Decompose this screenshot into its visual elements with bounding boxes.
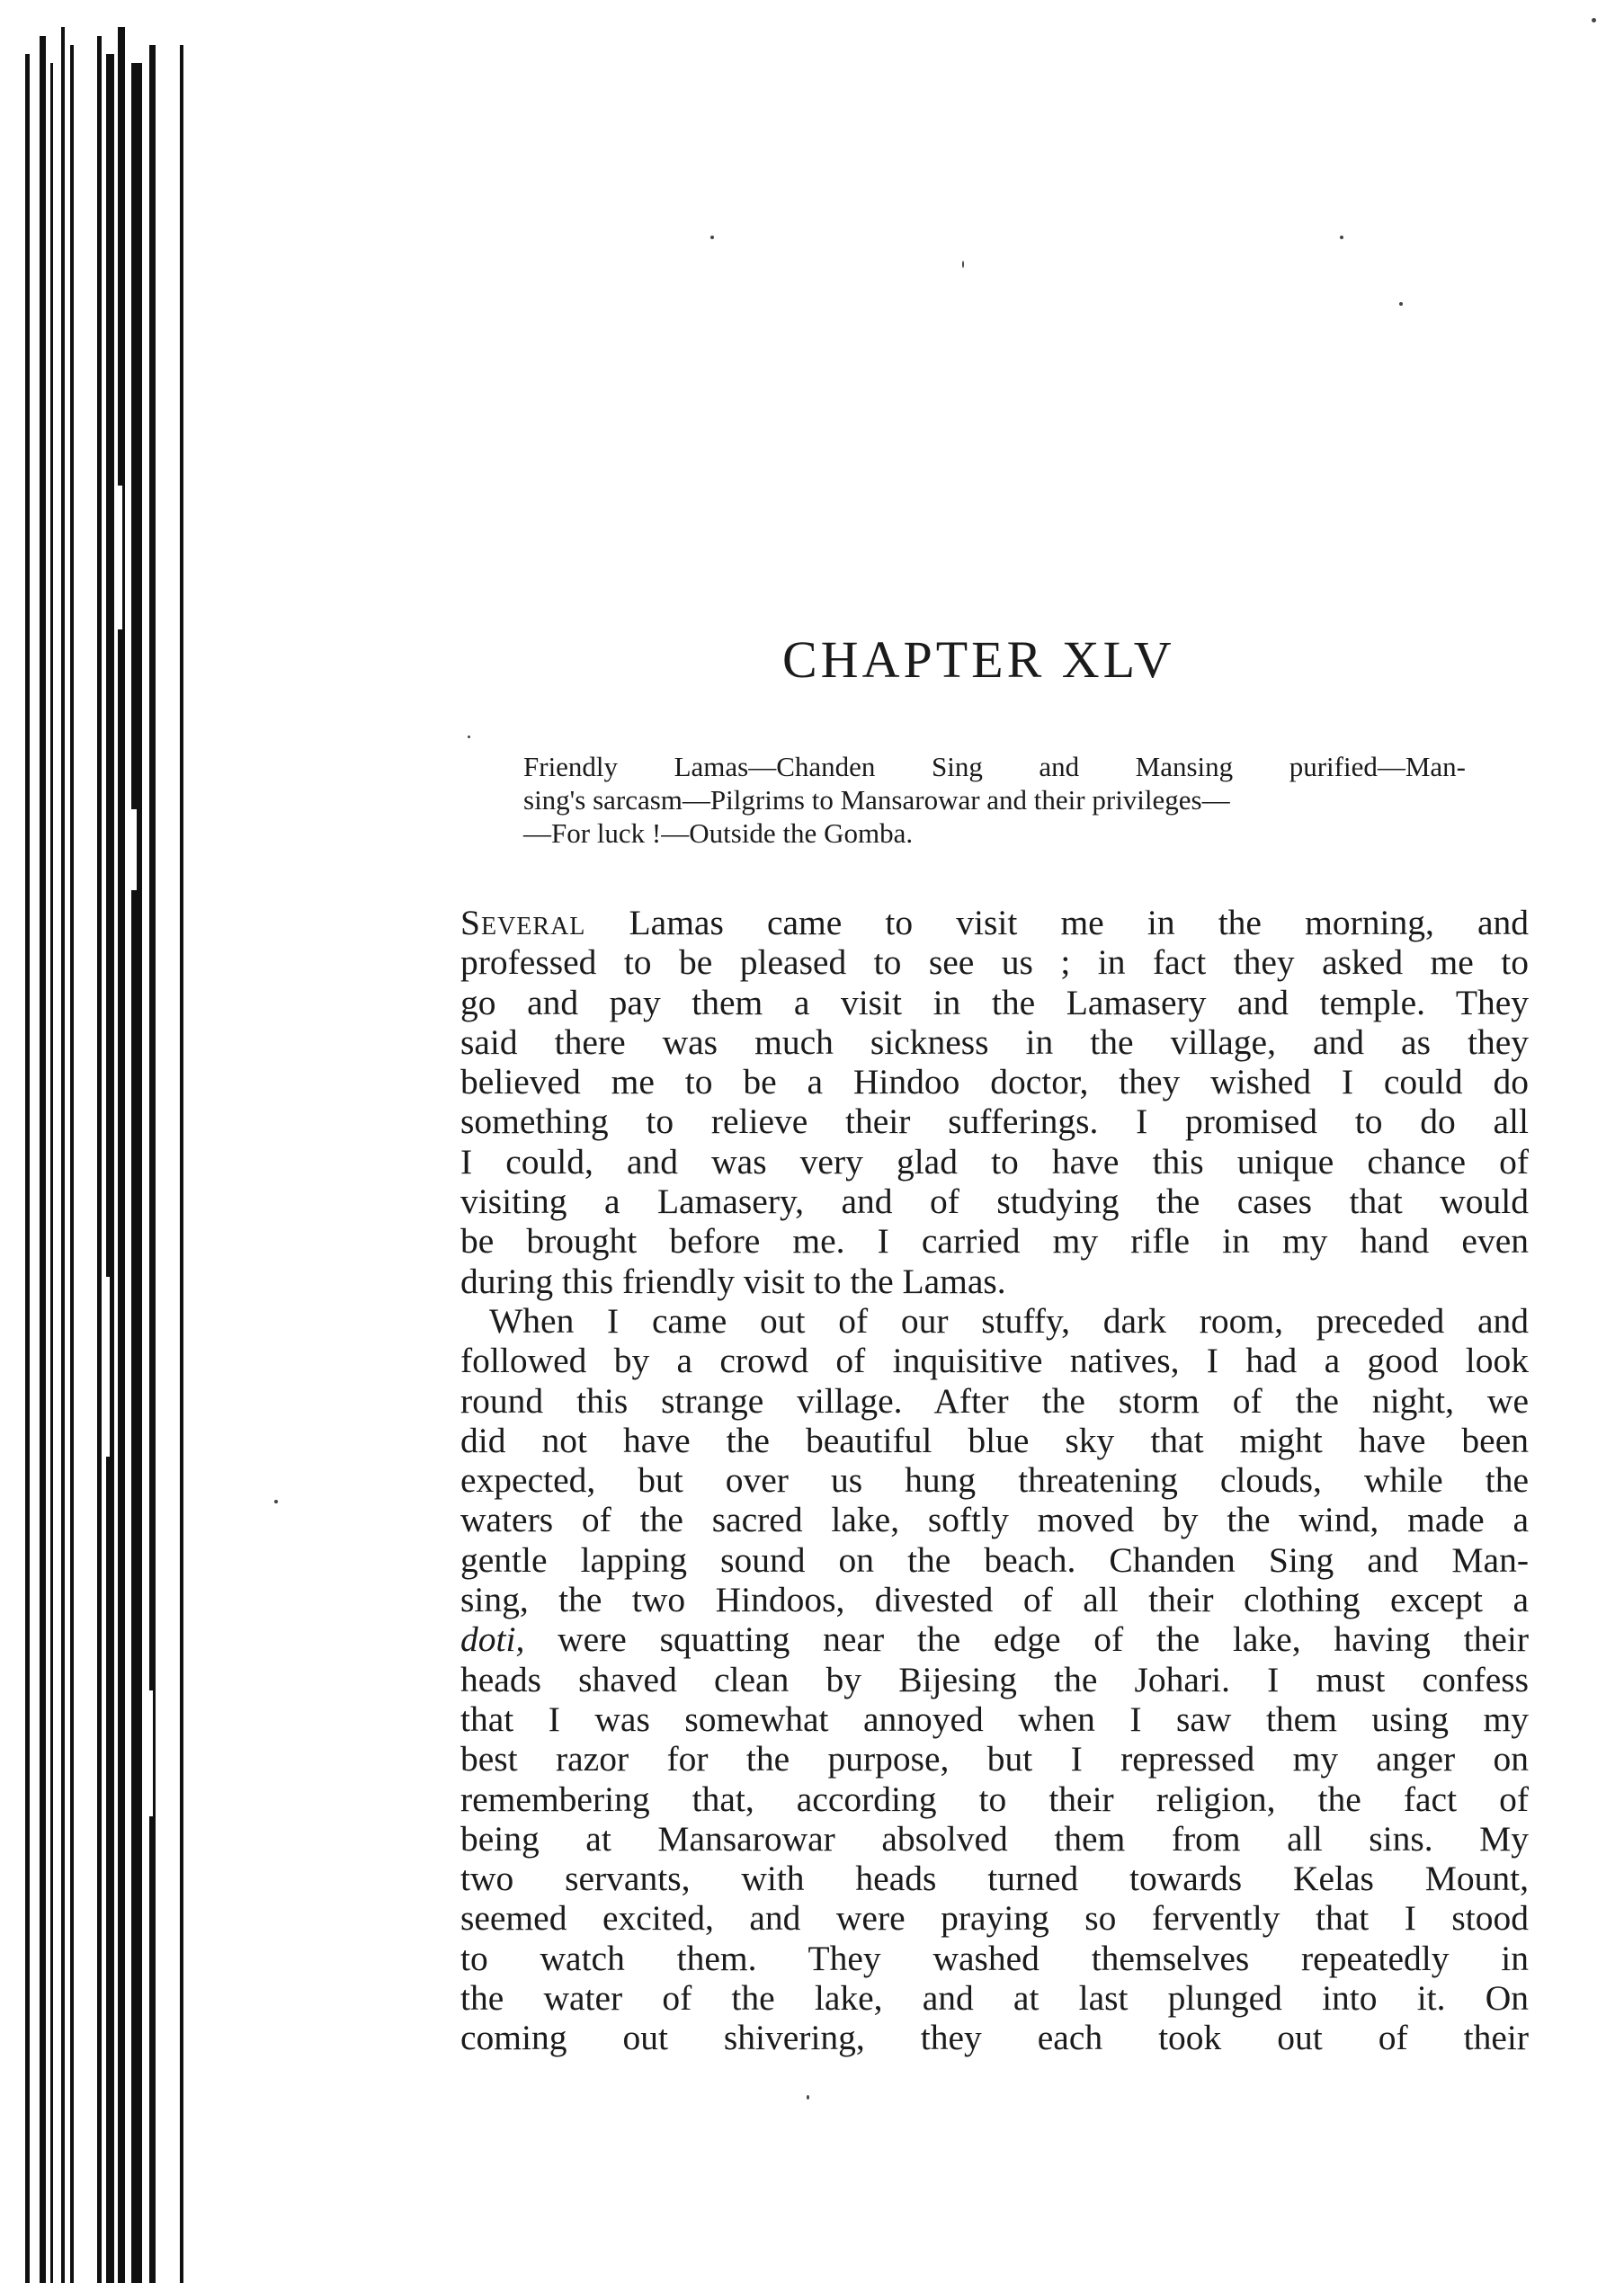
body-line: waters of the sacred lake, softly moved by the wind, made a [460, 1500, 1529, 1540]
body-line: gentle lapping sound on the beach. Chanden Sing and Man- [460, 1539, 1529, 1580]
body-line: When I came out of our stuffy, dark room, preceded and [489, 1300, 1529, 1341]
body-line: did not have the beautiful blue sky that might have been [460, 1420, 1529, 1460]
body-line: Several Lamas came to visit me in the morning, and [460, 903, 1529, 942]
body-line: something to relieve their sufferings. I promised to do all [460, 1101, 1529, 1142]
chapter-summary [523, 750, 1466, 850]
body-text [460, 903, 1529, 2058]
body-line: go and pay them a visit in the Lamasery and temple. They [460, 982, 1529, 1022]
body-line: seemed excited, and were praying so fervently that I stood [460, 1898, 1529, 1939]
italic-word: doti, [460, 1619, 525, 1660]
body-line: be brought before me. I carried my rifle in my hand even [460, 1221, 1529, 1262]
scan-speck [274, 1500, 278, 1503]
body-line: being at Mansarowar absolved them from all sins. My [460, 1818, 1529, 1859]
scan-speck [710, 236, 714, 239]
body-line: I could, and was very glad to have this unique chance of [460, 1141, 1529, 1182]
body-line: sing, the two Hindoos, divested of all their clothing except a [460, 1580, 1529, 1620]
body-line: heads shaved clean by Bijesing the Johari. I must confess [460, 1659, 1529, 1699]
summary-line: sing's sarcasm—Pilgrims to Mansarowar and their privileges— [523, 784, 1230, 816]
body-line: expected, but over us hung threatening clouds, while the [460, 1460, 1529, 1501]
body-line: round this strange village. After the storm of the night, we [460, 1380, 1529, 1421]
body-line: remembering that, according to their religion, the fact of [460, 1779, 1529, 1819]
body-line: two servants, with heads turned towards Kelas Mount, [460, 1859, 1529, 1899]
body-line: believed me to be a Hindoo doctor, they wished I could do [460, 1062, 1529, 1102]
scan-speck [1340, 236, 1343, 239]
scan-speck [1592, 18, 1596, 22]
opening-word: Several [460, 903, 586, 942]
scan-speck [468, 736, 470, 738]
body-line: said there was much sickness in the village, and as they [460, 1021, 1529, 1062]
body-line: visiting a Lamasery, and of studying the cases that would [460, 1182, 1529, 1222]
body-line: to watch them. They washed themselves repeatedly in [460, 1938, 1529, 1978]
body-line: coming out shivering, they each took out of their [460, 2018, 1529, 2058]
body-line: that I was somewhat annoyed when I saw them using my [460, 1699, 1529, 1739]
binding-edge [0, 0, 207, 2283]
body-line: during this friendly visit to the Lamas. [460, 1261, 1006, 1301]
body-line: the water of the lake, and at last plunged into it. On [460, 1978, 1529, 2019]
scan-speck [1399, 302, 1403, 306]
chapter-title: CHAPTER XLV [782, 630, 1175, 689]
body-line: followed by a crowd of inquisitive natives, I had a good look [460, 1341, 1529, 1381]
body-line: best razor for the purpose, but I repressed my anger on [460, 1739, 1529, 1779]
body-line: professed to be pleased to see us ; in fact they asked me to [460, 942, 1529, 983]
scan-speck [962, 261, 964, 268]
scan-speck [807, 2095, 809, 2100]
summary-line: —For luck !—Outside the Gomba. [523, 817, 914, 849]
summary-line: Friendly Lamas—Chanden Sing and Mansing purified—Man- [523, 751, 1466, 782]
body-line: doti, were squatting near the edge of the lake, having their [460, 1619, 1529, 1660]
